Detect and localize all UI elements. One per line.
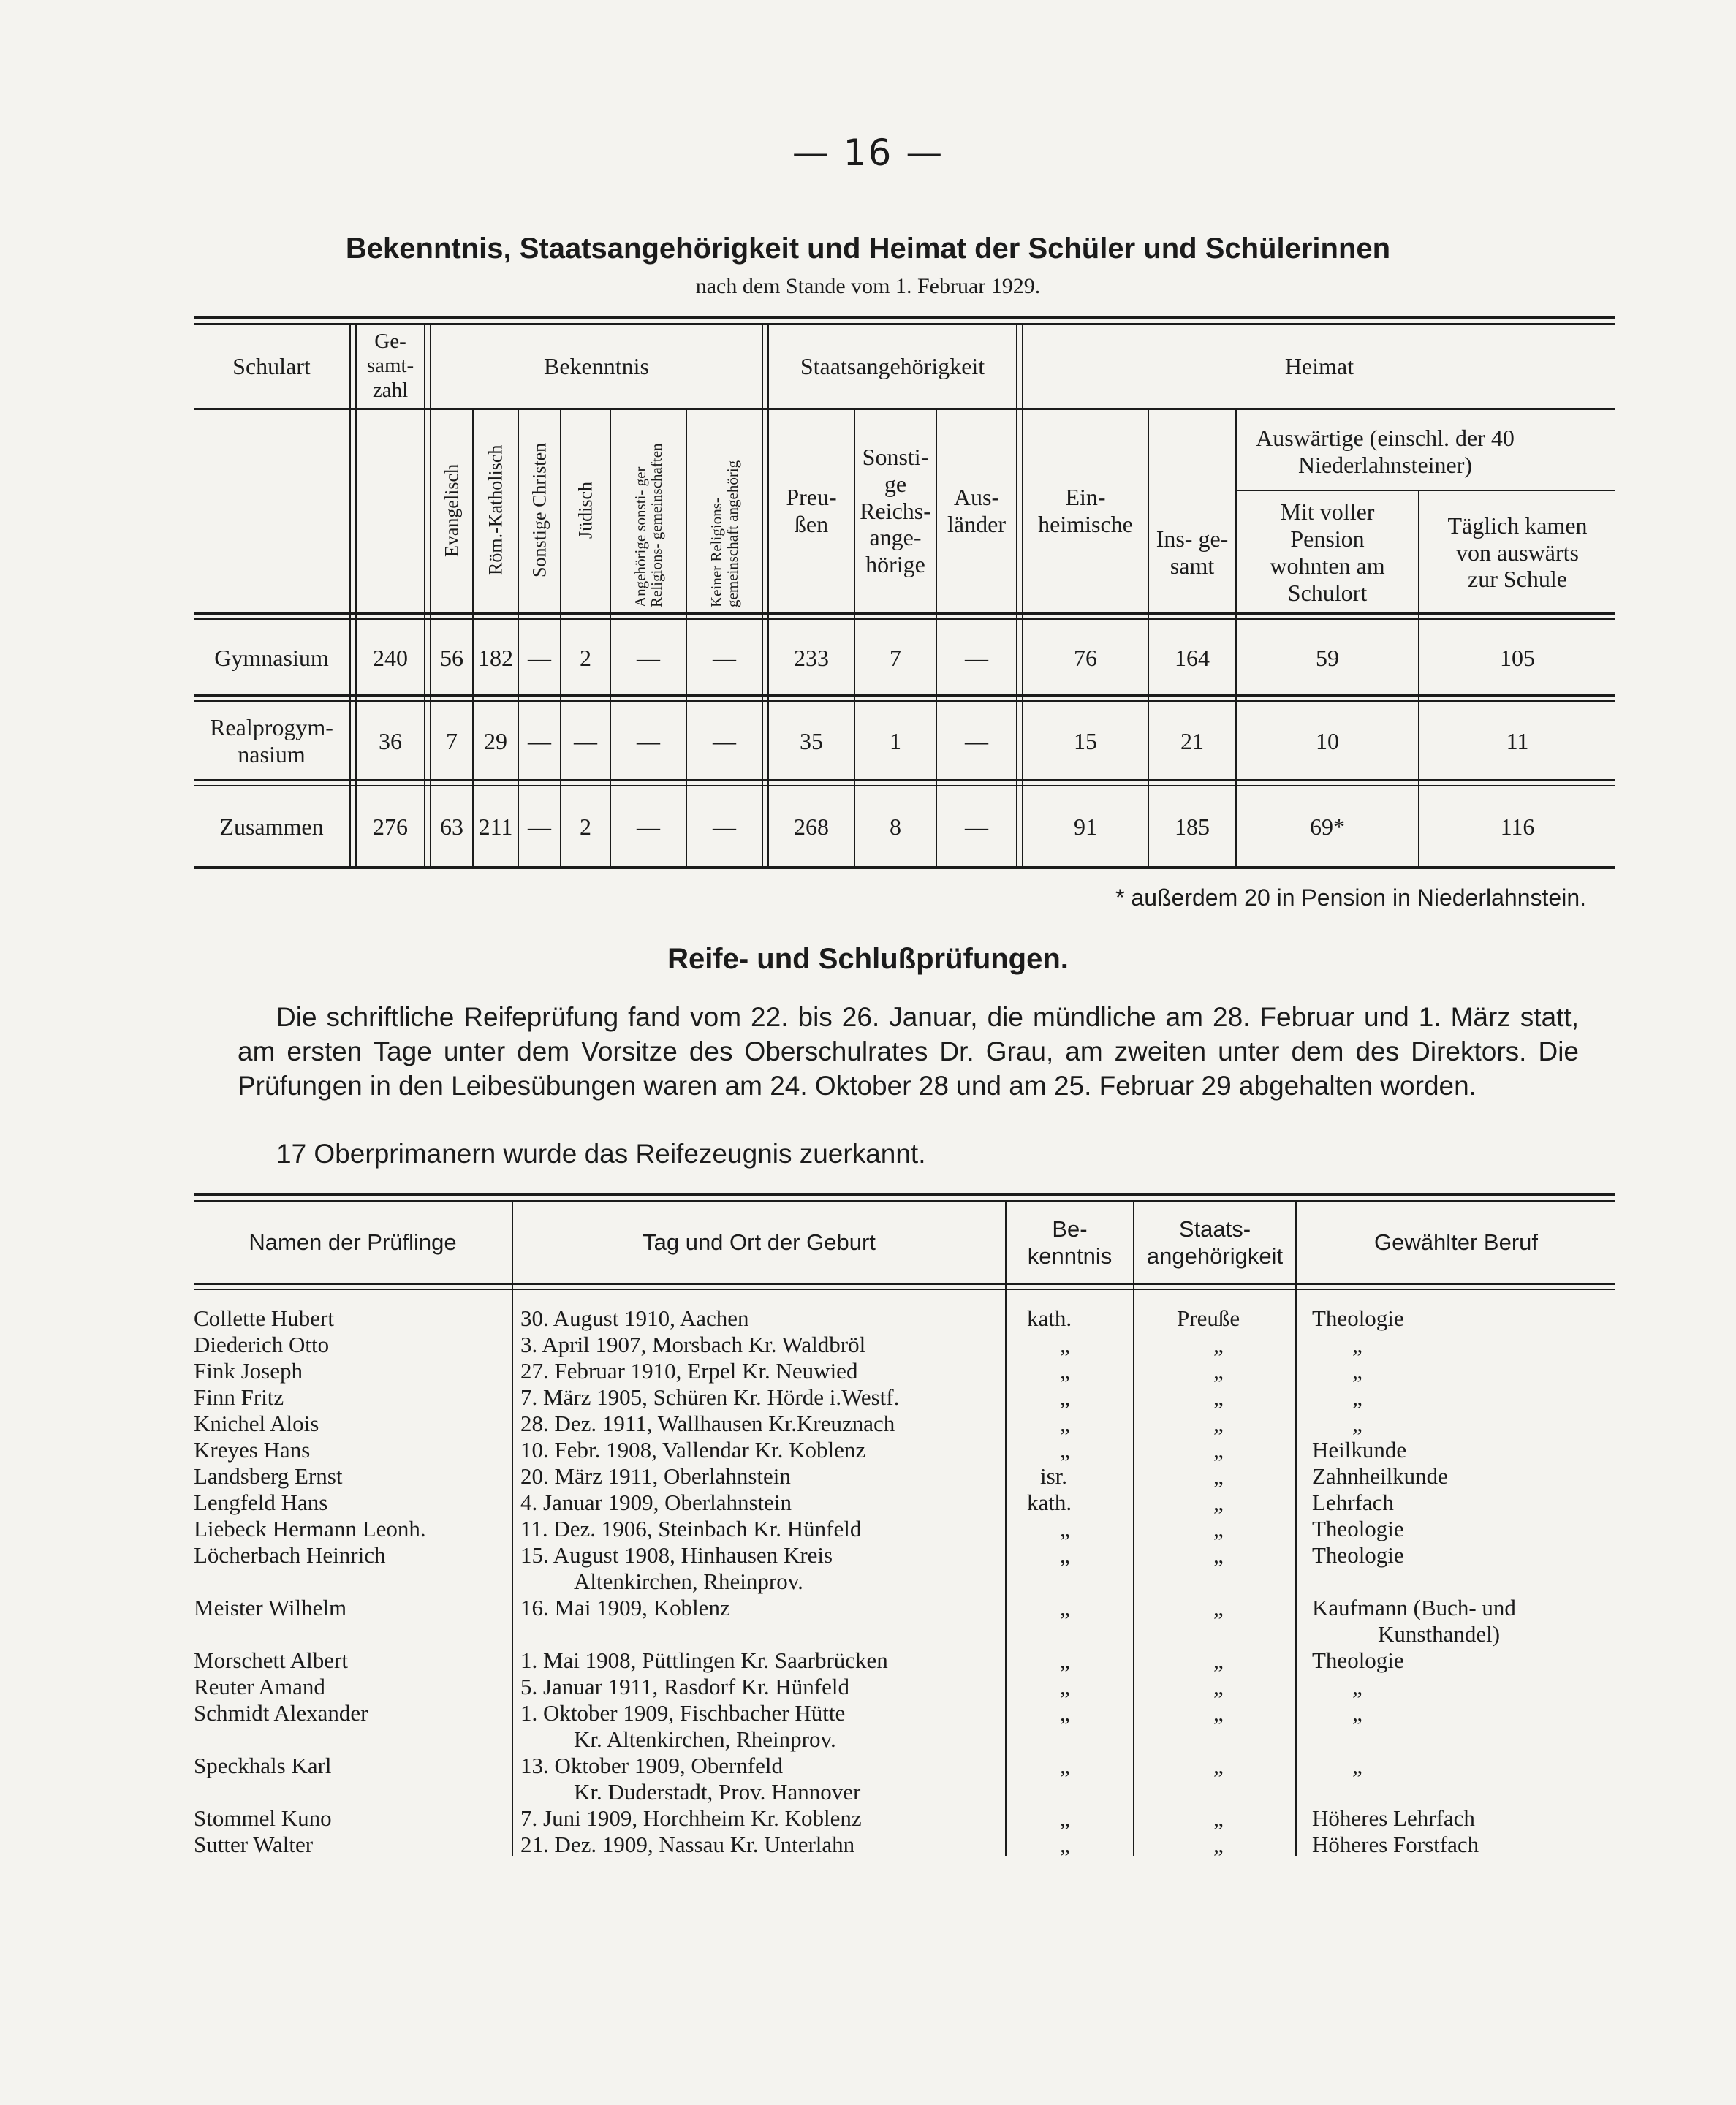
name: Landsberg Ernst bbox=[194, 1463, 343, 1489]
birth: 16. Mai 1909, Koblenz bbox=[520, 1595, 730, 1620]
cell-preussen: 233 bbox=[794, 644, 829, 671]
header-preussen: Preu- ßen bbox=[786, 484, 837, 537]
citizenship: „ bbox=[1213, 1358, 1224, 1384]
cell-pension: 69* bbox=[1310, 813, 1345, 840]
table-row bbox=[194, 1437, 1612, 1463]
table-row bbox=[194, 1305, 1612, 1332]
citizenship: „ bbox=[1213, 1411, 1224, 1436]
table-row bbox=[194, 1463, 1612, 1490]
birth: 3. April 1907, Morsbach Kr. Waldbröl bbox=[520, 1332, 866, 1357]
citizenship: „ bbox=[1213, 1463, 1224, 1489]
header-pension: Mit voller Pension wohnten am Schulort bbox=[1270, 498, 1385, 606]
career: Lehrfach bbox=[1312, 1490, 1394, 1515]
table-row bbox=[194, 1805, 1612, 1832]
t1-rule-top bbox=[194, 316, 1615, 319]
career: „ bbox=[1352, 1674, 1362, 1699]
t1-col-sep bbox=[1016, 325, 1017, 867]
name: Knichel Alois bbox=[194, 1411, 319, 1436]
birth: 5. Januar 1911, Rasdorf Kr. Hünfeld bbox=[520, 1674, 849, 1699]
table-row bbox=[194, 1384, 1612, 1411]
header-heimat: Heimat bbox=[1284, 352, 1354, 379]
t2-rule-header bbox=[194, 1283, 1615, 1285]
table-row bbox=[194, 1621, 1612, 1647]
cell-juedisch: — bbox=[574, 727, 597, 754]
header-gesamtzahl: Ge- samt- zahl bbox=[366, 329, 414, 402]
career: „ bbox=[1352, 1753, 1362, 1778]
table-row bbox=[194, 1542, 1612, 1569]
citizenship: „ bbox=[1213, 1516, 1224, 1541]
cell-insgesamt: 21 bbox=[1180, 727, 1204, 754]
cell-juedisch: 2 bbox=[580, 813, 591, 840]
confession: isr. bbox=[1040, 1463, 1068, 1489]
birth: 7. März 1905, Schüren Kr. Hörde i.Westf. bbox=[520, 1384, 900, 1410]
birth: Altenkirchen, Rheinprov. bbox=[574, 1569, 803, 1594]
t1-rule-sub1 bbox=[194, 612, 1615, 615]
header-juedisch: Jüdisch bbox=[575, 482, 596, 539]
name: Meister Wilhelm bbox=[194, 1595, 347, 1620]
career: Zahnheilkunde bbox=[1312, 1463, 1448, 1489]
row-label: Realprogym- nasium bbox=[210, 714, 333, 767]
citizenship: „ bbox=[1213, 1437, 1224, 1463]
confession: kath. bbox=[1027, 1490, 1072, 1515]
cell-evangelisch: 56 bbox=[440, 644, 463, 671]
cell-keiner-religion: — bbox=[713, 813, 736, 840]
citizenship: „ bbox=[1213, 1490, 1224, 1515]
career: „ bbox=[1352, 1384, 1362, 1410]
confession: „ bbox=[1060, 1384, 1070, 1410]
birth: 30. August 1910, Aachen bbox=[520, 1305, 749, 1331]
name: Kreyes Hans bbox=[194, 1437, 311, 1463]
cell-preussen: 268 bbox=[794, 813, 829, 840]
header-schulart: Schulart bbox=[232, 352, 311, 379]
row-label: Zusammen bbox=[219, 813, 324, 840]
section-paragraph-2: 17 Oberprimanern wurde das Reifezeugnis zuerkannt. bbox=[276, 1139, 926, 1169]
name: Schmidt Alexander bbox=[194, 1700, 368, 1726]
career: Kunsthandel) bbox=[1378, 1621, 1501, 1647]
t1-rule-auswaertige bbox=[1235, 490, 1615, 491]
career: Theologie bbox=[1312, 1305, 1404, 1331]
cell-gesamt: 240 bbox=[373, 644, 408, 671]
cell-keiner-religion: — bbox=[713, 727, 736, 754]
career: „ bbox=[1352, 1332, 1362, 1357]
citizenship: „ bbox=[1213, 1805, 1224, 1831]
confession: „ bbox=[1060, 1516, 1070, 1541]
table-row bbox=[194, 1411, 1612, 1437]
row-label: Gymnasium bbox=[214, 644, 329, 671]
t1-col-sep bbox=[762, 325, 763, 867]
birth: 4. Januar 1909, Oberlahnstein bbox=[520, 1490, 792, 1515]
citizenship: „ bbox=[1213, 1647, 1224, 1673]
t2-rule-top2 bbox=[194, 1200, 1615, 1202]
t1-col-sep bbox=[424, 325, 425, 867]
table-row bbox=[194, 1569, 1612, 1595]
career: Theologie bbox=[1312, 1542, 1404, 1568]
table-row bbox=[194, 1753, 1612, 1779]
cell-sonstige-christen: — bbox=[528, 644, 551, 671]
cell-katholisch: 211 bbox=[478, 813, 513, 840]
citizenship: „ bbox=[1213, 1700, 1224, 1726]
cell-einheimische: 91 bbox=[1074, 813, 1097, 840]
name: Finn Fritz bbox=[194, 1384, 284, 1410]
cell-taeglich: 105 bbox=[1500, 644, 1535, 671]
header-evangelisch: Evangelisch bbox=[441, 463, 463, 557]
confession: „ bbox=[1060, 1411, 1070, 1436]
birth: 27. Februar 1910, Erpel Kr. Neuwied bbox=[520, 1358, 858, 1384]
cell-einheimische: 15 bbox=[1074, 727, 1097, 754]
table-row bbox=[194, 1647, 1612, 1674]
confession: „ bbox=[1060, 1674, 1070, 1699]
name: Collette Hubert bbox=[194, 1305, 334, 1331]
t1-rule-r1b bbox=[194, 700, 1615, 702]
name: Reuter Amand bbox=[194, 1674, 325, 1699]
table-row bbox=[194, 1674, 1612, 1700]
confession: „ bbox=[1060, 1647, 1070, 1673]
t1-rule-sub2 bbox=[194, 618, 1615, 620]
cell-auslaender: — bbox=[965, 813, 988, 840]
birth: Kr. Altenkirchen, Rheinprov. bbox=[574, 1726, 836, 1752]
t1-col-sep bbox=[349, 325, 351, 867]
birth: 13. Oktober 1909, Obernfeld bbox=[520, 1753, 783, 1778]
table-row bbox=[194, 1700, 1612, 1726]
table-row bbox=[194, 1332, 1612, 1358]
name: Diederich Otto bbox=[194, 1332, 330, 1357]
confession: „ bbox=[1060, 1753, 1070, 1778]
header-bekenntnis: Bekenntnis bbox=[544, 352, 649, 379]
career: „ bbox=[1352, 1700, 1362, 1726]
t2-rule-top bbox=[194, 1193, 1615, 1196]
career: Höheres Forstfach bbox=[1312, 1832, 1479, 1857]
cell-taeglich: 116 bbox=[1500, 813, 1535, 840]
career: Heilkunde bbox=[1312, 1437, 1407, 1463]
cell-sonstige-reich: 8 bbox=[890, 813, 901, 840]
name: Speckhals Karl bbox=[194, 1753, 332, 1778]
name: Stommel Kuno bbox=[194, 1805, 332, 1831]
citizenship: Preuße bbox=[1177, 1305, 1240, 1331]
table1-title: Bekenntnis, Staatsangehörigkeit und Heimat der Schüler und Schülerinnen bbox=[345, 232, 1391, 265]
table-row bbox=[194, 1516, 1612, 1542]
cell-taeglich: 11 bbox=[1506, 727, 1529, 754]
cell-preussen: 35 bbox=[800, 727, 823, 754]
citizenship: „ bbox=[1213, 1384, 1224, 1410]
citizenship: „ bbox=[1213, 1332, 1224, 1357]
cell-juedisch: 2 bbox=[580, 644, 591, 671]
birth: 10. Febr. 1908, Vallendar Kr. Koblenz bbox=[520, 1437, 866, 1463]
cell-pension: 10 bbox=[1316, 727, 1339, 754]
header-staatsangehoerigkeit: Staatsangehörigkeit bbox=[800, 352, 985, 379]
cell-auslaender: — bbox=[965, 644, 988, 671]
cell-keiner-religion: — bbox=[713, 644, 736, 671]
birth: 1. Oktober 1909, Fischbacher Hütte bbox=[520, 1700, 846, 1726]
birth: 1. Mai 1908, Püttlingen Kr. Saarbrücken bbox=[520, 1647, 888, 1673]
header-einheimische: Ein- heimische bbox=[1038, 484, 1133, 537]
confession: „ bbox=[1060, 1358, 1070, 1384]
citizenship: „ bbox=[1213, 1542, 1224, 1568]
name: Liebeck Hermann Leonh. bbox=[194, 1516, 426, 1541]
page-number: — 16 — bbox=[792, 132, 944, 174]
table-row bbox=[194, 1358, 1612, 1384]
header-sonstige-reich: Sonsti- ge Reichs- ange- hörige bbox=[860, 444, 931, 578]
t2-header-name: Namen der Prüflinge bbox=[249, 1229, 457, 1256]
cell-auslaender: — bbox=[965, 727, 988, 754]
cell-gesamt: 36 bbox=[379, 727, 402, 754]
birth: 11. Dez. 1906, Steinbach Kr. Hünfeld bbox=[520, 1516, 862, 1541]
career: Theologie bbox=[1312, 1516, 1404, 1541]
cell-katholisch: 182 bbox=[478, 644, 513, 671]
table-row bbox=[194, 1490, 1612, 1516]
confession: „ bbox=[1060, 1832, 1070, 1857]
cell-sonstige-christen: — bbox=[528, 727, 551, 754]
career: „ bbox=[1352, 1358, 1362, 1384]
cell-sonstige-reich: 7 bbox=[890, 644, 901, 671]
confession: „ bbox=[1060, 1700, 1070, 1726]
t2-header-bekenntnis: Be- kenntnis bbox=[1027, 1215, 1113, 1269]
section-paragraph: Die schriftliche Reifeprüfung fand vom 22. bis 26. Januar, die mündliche am 28. Februar und 1. März statt, am ersten Tage unter dem Vorsitze des Oberschulrates Dr. Grau, am zweiten unter dem des Direktors. Die Prüfungen in den Leibesübungen waren am 24. Oktober 28 und am 25. Februar 29 abgehalten worden. bbox=[238, 1002, 1579, 1101]
citizenship: „ bbox=[1213, 1674, 1224, 1699]
name: Sutter Walter bbox=[194, 1832, 314, 1857]
confession: „ bbox=[1060, 1332, 1070, 1357]
cell-sonstige-religion: — bbox=[637, 813, 660, 840]
confession: kath. bbox=[1027, 1305, 1072, 1331]
cell-insgesamt: 185 bbox=[1175, 813, 1210, 840]
header-keiner-religion: Keiner Religions- gemeinschaft angehörig bbox=[707, 460, 741, 607]
citizenship: „ bbox=[1213, 1595, 1224, 1620]
t2-header-beruf: Gewählter Beruf bbox=[1374, 1229, 1538, 1256]
birth: Kr. Duderstadt, Prov. Hannover bbox=[574, 1779, 861, 1805]
cell-sonstige-christen: — bbox=[528, 813, 551, 840]
t2-header-staat: Staats- angehörigkeit bbox=[1146, 1215, 1284, 1269]
name: Morschett Albert bbox=[194, 1647, 348, 1673]
cell-insgesamt: 164 bbox=[1175, 644, 1210, 671]
cell-evangelisch: 7 bbox=[446, 727, 458, 754]
citizenship: „ bbox=[1213, 1753, 1224, 1778]
birth: 28. Dez. 1911, Wallhausen Kr.Kreuznach bbox=[520, 1411, 895, 1436]
table-row bbox=[194, 1779, 1612, 1805]
header-auswaertige: Auswärtige (einschl. der 40 Niederlahnsteiner) bbox=[1256, 425, 1515, 478]
table1-footnote: * außerdem 20 in Pension in Niederlahnstein. bbox=[1115, 884, 1586, 911]
t2-rule-header2 bbox=[194, 1289, 1615, 1290]
cell-sonstige-reich: 1 bbox=[890, 727, 901, 754]
header-sonstige-religion: Angehörige sonsti- ger Religions- gemeinschaften bbox=[631, 443, 665, 607]
cell-sonstige-religion: — bbox=[637, 644, 660, 671]
career: „ bbox=[1352, 1411, 1362, 1436]
cell-katholisch: 29 bbox=[484, 727, 507, 754]
table1-subtitle: nach dem Stande vom 1. Februar 1929. bbox=[695, 274, 1041, 298]
citizenship: „ bbox=[1213, 1832, 1224, 1857]
section-title: Reife- und Schlußprüfungen. bbox=[667, 943, 1069, 975]
t1-rule-r2 bbox=[194, 779, 1615, 781]
cell-gesamt: 276 bbox=[373, 813, 408, 840]
t1-rule-r1 bbox=[194, 694, 1615, 697]
cell-einheimische: 76 bbox=[1074, 644, 1097, 671]
career: Höheres Lehrfach bbox=[1312, 1805, 1475, 1831]
header-insgesamt: Ins- ge- samt bbox=[1156, 526, 1229, 579]
confession: „ bbox=[1060, 1595, 1070, 1620]
name: Fink Joseph bbox=[194, 1358, 303, 1384]
header-katholisch: Röm.-Katholisch bbox=[485, 444, 507, 576]
confession: „ bbox=[1060, 1805, 1070, 1831]
cell-evangelisch: 63 bbox=[440, 813, 463, 840]
cell-pension: 59 bbox=[1316, 644, 1339, 671]
birth: 20. März 1911, Oberlahnstein bbox=[520, 1463, 791, 1489]
birth: 7. Juni 1909, Horchheim Kr. Koblenz bbox=[520, 1805, 862, 1831]
table-row bbox=[194, 1595, 1612, 1621]
header-taeglich: Täglich kamen von auswärts zur Schule bbox=[1447, 512, 1588, 593]
table-row bbox=[194, 1726, 1612, 1753]
t2-header-geburt: Tag und Ort der Geburt bbox=[643, 1229, 876, 1256]
name: Lengfeld Hans bbox=[194, 1490, 328, 1515]
header-sonstige-christen: Sonstige Christen bbox=[528, 442, 550, 578]
t1-rule-bottom bbox=[194, 866, 1615, 869]
confession: „ bbox=[1060, 1437, 1070, 1463]
cell-sonstige-religion: — bbox=[637, 727, 660, 754]
confession: „ bbox=[1060, 1542, 1070, 1568]
header-auslaender: Aus- länder bbox=[947, 484, 1006, 537]
career: Kaufmann (Buch- und bbox=[1312, 1595, 1516, 1620]
name: Löcherbach Heinrich bbox=[194, 1542, 386, 1568]
birth: 15. August 1908, Hinhausen Kreis bbox=[520, 1542, 833, 1568]
table-row bbox=[194, 1832, 1612, 1858]
career: Theologie bbox=[1312, 1647, 1404, 1673]
t1-rule-r2b bbox=[194, 785, 1615, 786]
birth: 21. Dez. 1909, Nassau Kr. Unterlahn bbox=[520, 1832, 855, 1857]
